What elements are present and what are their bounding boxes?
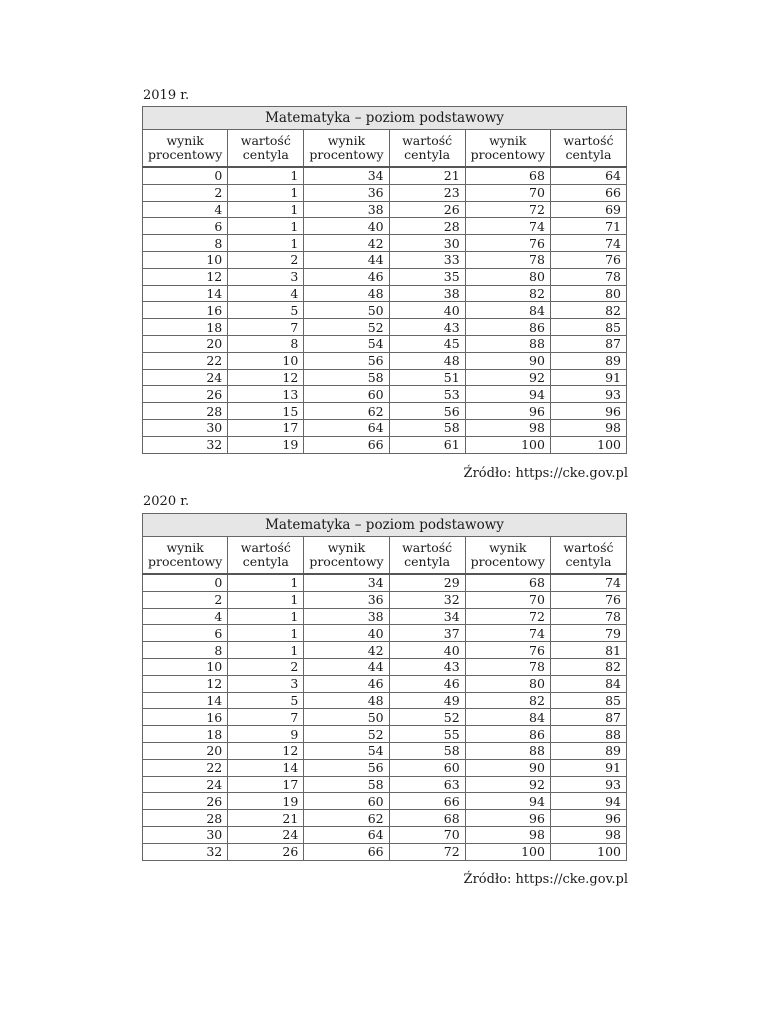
table-row	[143, 826, 627, 843]
table-row	[143, 302, 627, 319]
table-row	[143, 167, 627, 184]
table-cell: 14	[228, 759, 304, 776]
table-cell: 80	[465, 268, 550, 285]
table-cell: 12	[143, 268, 228, 285]
table-cell: 9	[228, 726, 304, 743]
table-cell: 40	[304, 625, 389, 642]
table-row	[143, 625, 627, 642]
table-cell: 72	[389, 843, 465, 860]
table-cell: 4	[228, 285, 304, 302]
table-cell: 56	[304, 352, 389, 369]
table-cell: 8	[143, 642, 228, 659]
table-cell: 18	[143, 319, 228, 336]
table-cell: 96	[550, 810, 626, 827]
table-cell: 64	[304, 826, 389, 843]
table-cell: 96	[465, 403, 550, 420]
table-cell: 56	[304, 759, 389, 776]
table-cell: 6	[143, 218, 228, 235]
table-cell: 90	[465, 352, 550, 369]
table-cell: 0	[143, 574, 228, 591]
table-row	[143, 319, 627, 336]
table-cell: 14	[143, 285, 228, 302]
table-cell: 7	[228, 319, 304, 336]
table-cell: 12	[228, 742, 304, 759]
table-cell: 42	[304, 235, 389, 252]
table-cell: 50	[304, 709, 389, 726]
table-cell: 68	[465, 574, 550, 591]
table-row	[143, 675, 627, 692]
column-header: wartość centyla	[228, 130, 304, 168]
year-label-2019: 2019 r.	[143, 88, 190, 103]
table-cell: 1	[228, 184, 304, 201]
column-header: wartość centyla	[550, 130, 626, 168]
table-row	[143, 386, 627, 403]
table-row	[143, 419, 627, 436]
source-note-2019: Źródło: https://cke.gov.pl	[463, 466, 628, 481]
table-cell: 1	[228, 235, 304, 252]
table-cell: 60	[389, 759, 465, 776]
table-cell: 19	[228, 436, 304, 453]
table-cell: 43	[389, 658, 465, 675]
table-cell: 15	[228, 403, 304, 420]
table-cell: 58	[304, 369, 389, 386]
table-cell: 13	[228, 386, 304, 403]
table-cell: 64	[550, 167, 626, 184]
table-cell: 82	[465, 285, 550, 302]
table-cell: 76	[550, 251, 626, 268]
table-cell: 78	[465, 658, 550, 675]
table-cell: 100	[465, 436, 550, 453]
column-header: wynik procentowy	[465, 537, 550, 575]
header-row	[143, 130, 627, 168]
table-row	[143, 776, 627, 793]
table-row	[143, 642, 627, 659]
table-cell: 24	[228, 826, 304, 843]
table-cell: 66	[389, 793, 465, 810]
table-cell: 92	[465, 369, 550, 386]
table-cell: 16	[143, 709, 228, 726]
table-cell: 86	[465, 319, 550, 336]
table-cell: 50	[304, 302, 389, 319]
table-cell: 28	[143, 810, 228, 827]
table-cell: 72	[465, 201, 550, 218]
table-cell: 1	[228, 167, 304, 184]
table-cell: 88	[550, 726, 626, 743]
table-cell: 6	[143, 625, 228, 642]
table-row	[143, 201, 627, 218]
table-cell: 30	[389, 235, 465, 252]
table-cell: 32	[143, 843, 228, 860]
table-cell: 1	[228, 591, 304, 608]
table-row	[143, 591, 627, 608]
table-cell: 8	[228, 335, 304, 352]
table-cell: 71	[550, 218, 626, 235]
table-cell: 21	[389, 167, 465, 184]
table-cell: 10	[143, 251, 228, 268]
table-cell: 44	[304, 251, 389, 268]
table-row	[143, 793, 627, 810]
table-cell: 100	[550, 436, 626, 453]
table-cell: 90	[465, 759, 550, 776]
table-cell: 30	[143, 826, 228, 843]
table-cell: 84	[465, 709, 550, 726]
table-row	[143, 403, 627, 420]
table-cell: 24	[143, 369, 228, 386]
percentile-table-2020	[142, 513, 627, 861]
table-row	[143, 369, 627, 386]
table-cell: 38	[389, 285, 465, 302]
table-cell: 61	[389, 436, 465, 453]
table-cell: 89	[550, 742, 626, 759]
table-cell: 94	[465, 386, 550, 403]
table-cell: 5	[228, 302, 304, 319]
table-cell: 0	[143, 167, 228, 184]
table-cell: 64	[304, 419, 389, 436]
table-row	[143, 251, 627, 268]
table-cell: 84	[550, 675, 626, 692]
table-cell: 76	[465, 642, 550, 659]
table-cell: 52	[304, 726, 389, 743]
table-cell: 52	[389, 709, 465, 726]
table-cell: 2	[143, 184, 228, 201]
table-cell: 82	[550, 302, 626, 319]
column-header: wynik procentowy	[143, 537, 228, 575]
table-cell: 92	[465, 776, 550, 793]
table-row	[143, 235, 627, 252]
table-row	[143, 658, 627, 675]
table-cell: 93	[550, 776, 626, 793]
table-cell: 32	[389, 591, 465, 608]
table-cell: 36	[304, 591, 389, 608]
percentile-table-2019	[142, 106, 627, 454]
table-cell: 74	[465, 218, 550, 235]
table-cell: 60	[304, 386, 389, 403]
table-cell: 68	[465, 167, 550, 184]
column-header: wynik procentowy	[465, 130, 550, 168]
table-cell: 98	[550, 419, 626, 436]
table-cell: 1	[228, 608, 304, 625]
table-cell: 43	[389, 319, 465, 336]
table-row	[143, 810, 627, 827]
table-cell: 12	[143, 675, 228, 692]
table-cell: 1	[228, 218, 304, 235]
table-cell: 10	[143, 658, 228, 675]
table-cell: 16	[143, 302, 228, 319]
table-cell: 29	[389, 574, 465, 591]
table-cell: 80	[550, 285, 626, 302]
table-row	[143, 574, 627, 591]
table-cell: 1	[228, 625, 304, 642]
table-cell: 68	[389, 810, 465, 827]
table-cell: 5	[228, 692, 304, 709]
table-body	[143, 167, 627, 453]
table-cell: 7	[228, 709, 304, 726]
table-row	[143, 352, 627, 369]
table-cell: 51	[389, 369, 465, 386]
column-header: wartość centyla	[228, 537, 304, 575]
table-cell: 34	[304, 574, 389, 591]
table-cell: 93	[550, 386, 626, 403]
table-cell: 28	[389, 218, 465, 235]
table-cell: 22	[143, 352, 228, 369]
table-cell: 87	[550, 335, 626, 352]
column-header: wynik procentowy	[304, 130, 389, 168]
table-row	[143, 335, 627, 352]
table-row	[143, 726, 627, 743]
table-cell: 85	[550, 319, 626, 336]
table-cell: 58	[304, 776, 389, 793]
table-cell: 2	[228, 658, 304, 675]
table-cell: 8	[143, 235, 228, 252]
table-cell: 20	[143, 335, 228, 352]
table-cell: 40	[389, 642, 465, 659]
table-cell: 17	[228, 419, 304, 436]
table-row	[143, 692, 627, 709]
table-cell: 48	[304, 692, 389, 709]
table-row	[143, 759, 627, 776]
table-cell: 1	[228, 201, 304, 218]
table-cell: 63	[389, 776, 465, 793]
table-cell: 46	[304, 268, 389, 285]
table-cell: 69	[550, 201, 626, 218]
table-cell: 22	[143, 759, 228, 776]
table-cell: 23	[389, 184, 465, 201]
table-cell: 17	[228, 776, 304, 793]
table-cell: 44	[304, 658, 389, 675]
table-cell: 48	[389, 352, 465, 369]
table-cell: 34	[304, 167, 389, 184]
table-cell: 87	[550, 709, 626, 726]
table-cell: 12	[228, 369, 304, 386]
table-cell: 66	[304, 436, 389, 453]
table-cell: 72	[465, 608, 550, 625]
table-cell: 4	[143, 201, 228, 218]
table-cell: 70	[389, 826, 465, 843]
table-row	[143, 268, 627, 285]
table-cell: 82	[465, 692, 550, 709]
table-cell: 81	[550, 642, 626, 659]
table-row	[143, 285, 627, 302]
table-cell: 46	[304, 675, 389, 692]
table-cell: 98	[465, 419, 550, 436]
table-cell: 38	[304, 201, 389, 218]
table-body	[143, 574, 627, 860]
table-cell: 76	[550, 591, 626, 608]
table-cell: 48	[304, 285, 389, 302]
table-cell: 37	[389, 625, 465, 642]
table-cell: 100	[550, 843, 626, 860]
year-label-2020: 2020 r.	[143, 494, 190, 509]
table-cell: 98	[550, 826, 626, 843]
table-cell: 42	[304, 642, 389, 659]
table-cell: 2	[143, 591, 228, 608]
table-cell: 100	[465, 843, 550, 860]
table-cell: 62	[304, 810, 389, 827]
table-cell: 79	[550, 625, 626, 642]
table-cell: 62	[304, 403, 389, 420]
table-cell: 74	[465, 625, 550, 642]
table-cell: 89	[550, 352, 626, 369]
table-cell: 88	[465, 742, 550, 759]
table-cell: 70	[465, 184, 550, 201]
table-cell: 26	[143, 793, 228, 810]
table-cell: 85	[550, 692, 626, 709]
table-cell: 88	[465, 335, 550, 352]
table-cell: 38	[304, 608, 389, 625]
table-cell: 26	[143, 386, 228, 403]
table-row	[143, 742, 627, 759]
table-cell: 35	[389, 268, 465, 285]
table-cell: 74	[550, 574, 626, 591]
table-cell: 4	[143, 608, 228, 625]
table-cell: 94	[550, 793, 626, 810]
table-cell: 2	[228, 251, 304, 268]
table-cell: 3	[228, 675, 304, 692]
table-cell: 30	[143, 419, 228, 436]
table-cell: 66	[304, 843, 389, 860]
table-cell: 3	[228, 268, 304, 285]
table-cell: 84	[465, 302, 550, 319]
table-cell: 86	[465, 726, 550, 743]
table-cell: 96	[550, 403, 626, 420]
table-cell: 76	[465, 235, 550, 252]
table-cell: 18	[143, 726, 228, 743]
column-header: wynik procentowy	[143, 130, 228, 168]
table-cell: 28	[143, 403, 228, 420]
table-title: Matematyka – poziom podstawowy	[143, 107, 627, 130]
table-cell: 54	[304, 742, 389, 759]
table-cell: 46	[389, 675, 465, 692]
table-cell: 26	[228, 843, 304, 860]
table-row	[143, 184, 627, 201]
column-header: wartość centyla	[550, 537, 626, 575]
table-row	[143, 436, 627, 453]
column-header: wynik procentowy	[304, 537, 389, 575]
table-cell: 96	[465, 810, 550, 827]
table-cell: 91	[550, 369, 626, 386]
table-cell: 34	[389, 608, 465, 625]
table-cell: 53	[389, 386, 465, 403]
table-cell: 26	[389, 201, 465, 218]
table-cell: 20	[143, 742, 228, 759]
table-title: Matematyka – poziom podstawowy	[143, 514, 627, 537]
table-cell: 78	[465, 251, 550, 268]
table-cell: 60	[304, 793, 389, 810]
table-cell: 70	[465, 591, 550, 608]
table-cell: 45	[389, 335, 465, 352]
table-cell: 36	[304, 184, 389, 201]
column-header: wartość centyla	[389, 130, 465, 168]
table-cell: 21	[228, 810, 304, 827]
table-cell: 1	[228, 574, 304, 591]
table-row	[143, 608, 627, 625]
table-cell: 33	[389, 251, 465, 268]
table-cell: 1	[228, 642, 304, 659]
table-cell: 74	[550, 235, 626, 252]
table-cell: 10	[228, 352, 304, 369]
table-cell: 52	[304, 319, 389, 336]
table-cell: 78	[550, 268, 626, 285]
table-cell: 58	[389, 742, 465, 759]
table-cell: 91	[550, 759, 626, 776]
header-row	[143, 537, 627, 575]
table-cell: 14	[143, 692, 228, 709]
table-cell: 82	[550, 658, 626, 675]
table-cell: 24	[143, 776, 228, 793]
table-cell: 98	[465, 826, 550, 843]
source-note-2020: Źródło: https://cke.gov.pl	[463, 872, 628, 887]
table-cell: 58	[389, 419, 465, 436]
table-cell: 94	[465, 793, 550, 810]
table-cell: 66	[550, 184, 626, 201]
table-cell: 56	[389, 403, 465, 420]
column-header: wartość centyla	[389, 537, 465, 575]
table-row	[143, 218, 627, 235]
table-row	[143, 843, 627, 860]
table-cell: 49	[389, 692, 465, 709]
table-cell: 78	[550, 608, 626, 625]
table-cell: 55	[389, 726, 465, 743]
table-cell: 19	[228, 793, 304, 810]
table-cell: 32	[143, 436, 228, 453]
table-cell: 54	[304, 335, 389, 352]
table-cell: 40	[389, 302, 465, 319]
table-cell: 40	[304, 218, 389, 235]
table-row	[143, 709, 627, 726]
table-cell: 80	[465, 675, 550, 692]
